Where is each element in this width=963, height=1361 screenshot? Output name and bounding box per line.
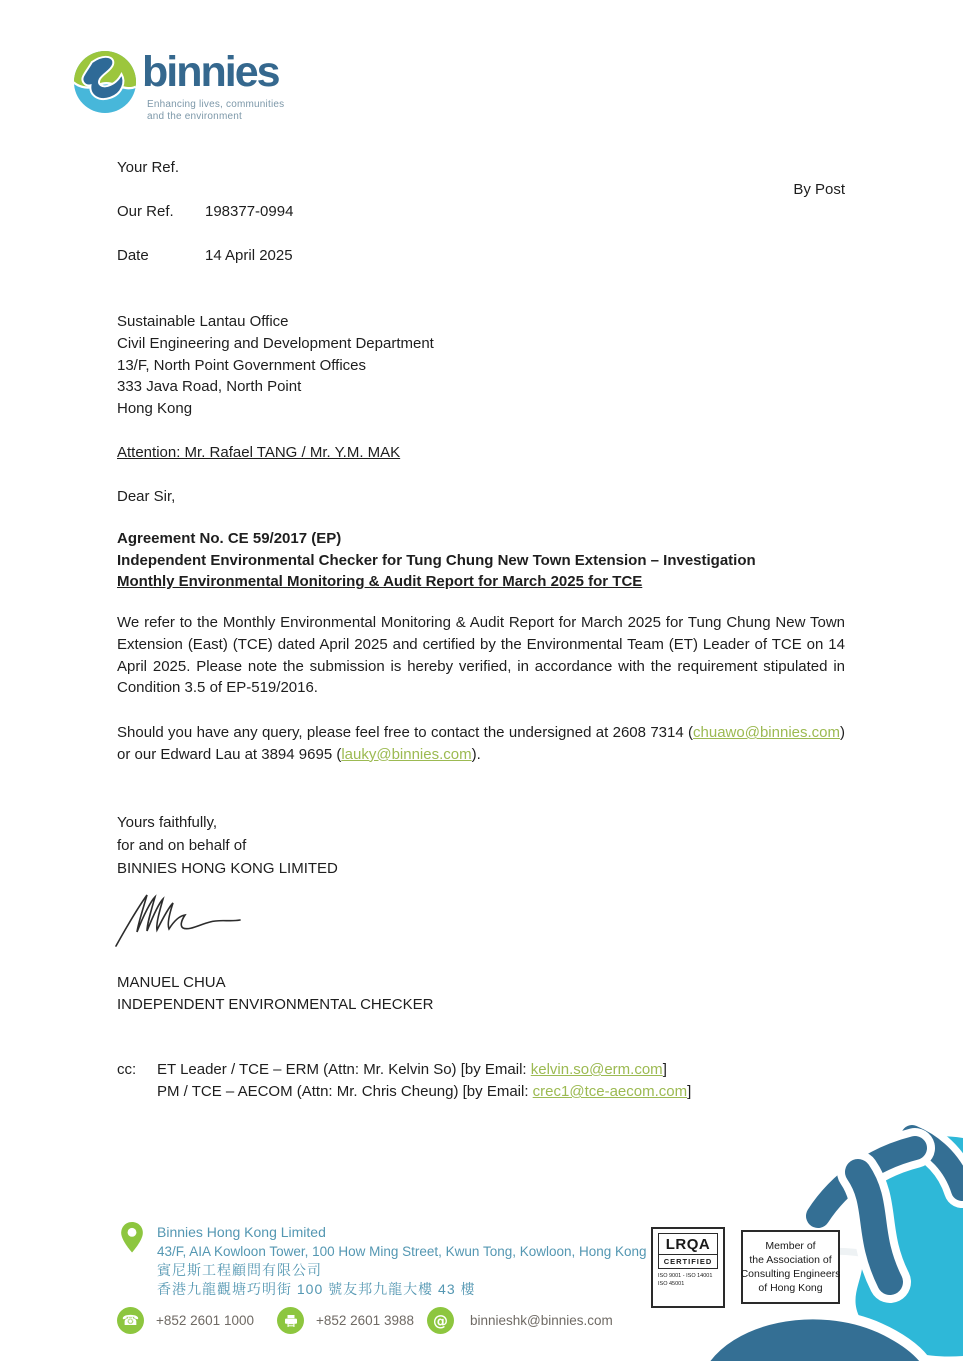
phone-icon: ☎ — [117, 1307, 144, 1334]
date-value: 14 April 2025 — [205, 247, 293, 264]
footer-fax: +852 2601 3988 — [316, 1313, 414, 1328]
footer-address-zh: 香港九龍觀塘巧明街 100 號友邦九龍大樓 43 樓 — [157, 1281, 476, 1297]
cc1-text: ET Leader / TCE – ERM (Attn: Mr. Kelvin So) [by Email: — [157, 1061, 531, 1078]
by-post: By Post — [793, 181, 845, 198]
our-ref-row — [117, 201, 293, 223]
recipient-address — [117, 311, 434, 420]
cc-label: cc: — [117, 1061, 137, 1078]
signatory-block — [117, 972, 433, 1016]
subject-line2: Independent Environmental Checker for Tung Chung New Town Extension – Investigation — [117, 551, 756, 569]
our-ref-value: 198377-0994 — [205, 203, 294, 220]
lrqa-certified-badge — [651, 1227, 725, 1308]
email-link-kelvin[interactable]: kelvin.so@erm.com — [530, 1061, 663, 1078]
recipient-line: Sustainable Lantau Office — [117, 313, 289, 330]
signatory-name: MANUEL CHUA — [117, 974, 226, 991]
subject-line1: Agreement No. CE 59/2017 (EP) — [117, 530, 342, 547]
tagline-line1: Enhancing lives, communities — [147, 99, 285, 110]
member-line2: the Association of — [749, 1254, 832, 1266]
salutation: Dear Sir, — [117, 488, 176, 505]
location-pin-icon — [119, 1221, 145, 1254]
handwritten-signature — [112, 888, 244, 948]
attention-line: Attention: Mr. Rafael TANG / Mr. Y.M. MAK — [117, 444, 401, 461]
footer-address-block — [157, 1223, 647, 1299]
body-paragraph-2 — [117, 722, 845, 766]
signatory-title: INDEPENDENT ENVIRONMENTAL CHECKER — [117, 996, 434, 1013]
email-link-crec1[interactable]: crec1@tce-aecom.com — [532, 1083, 688, 1100]
recipient-line: Civil Engineering and Development Department — [117, 334, 434, 352]
date-label: Date — [117, 247, 149, 264]
footer-phone: +852 2601 1000 — [156, 1313, 254, 1328]
para2-text: ) or our Edward Lau at 3894 9695 ( — [117, 724, 845, 763]
lrqa-certified-label: CERTIFIED — [659, 1254, 717, 1266]
cc2-close: ] — [687, 1083, 692, 1100]
footer-company-en: Binnies Hong Kong Limited — [157, 1224, 326, 1240]
member-line3: Consulting Engineers — [740, 1268, 841, 1280]
logo-tagline — [147, 99, 284, 122]
cc-item-2 — [157, 1081, 691, 1103]
footer-address-en: 43/F, AIA Kowloon Tower, 100 How Ming Street, Kwun Tong, Kowloon, Hong Kong — [157, 1244, 647, 1259]
recipient-line: 13/F, North Point Government Offices — [117, 356, 367, 374]
footer-company-zh: 賓尼斯工程顧問有限公司 — [157, 1262, 322, 1278]
ace-hk-member-badge — [741, 1230, 840, 1304]
para2-text: ). — [471, 745, 481, 763]
member-line1: Member of — [765, 1240, 816, 1252]
subject-line3: Monthly Environmental Monitoring & Audit Report for March 2025 for TCE — [117, 573, 643, 590]
cc1-close: ] — [662, 1061, 667, 1078]
cc-item-1 — [157, 1059, 667, 1081]
closing-line1: Yours faithfully, — [117, 814, 218, 831]
your-ref-label: Your Ref. — [117, 159, 179, 176]
email-link-chuawo[interactable]: chuawo@binnies.com — [693, 724, 840, 741]
lrqa-wordmark: LRQA — [665, 1236, 711, 1253]
email-link-lauky[interactable]: lauky@binnies.com — [341, 745, 472, 763]
date-row — [117, 245, 293, 267]
binnies-swan-icon — [72, 49, 138, 115]
logo-wordmark: binnies — [142, 48, 279, 96]
body-paragraph-1: We refer to the Monthly Environmental Monitoring & Audit Report for March 2025 for Tung Chung New Town Extension (East) (TCE) dated April 2025 and certified by the Environmental Team (ET) Leader of TCE on 14 April 2025. Please note the submission is hereby verified, in accordance with the requirement stipulated in Condition 3.5 of EP-519/2016. — [117, 614, 845, 697]
subject-block — [117, 528, 845, 593]
recipient-line: Hong Kong — [117, 400, 193, 418]
tagline-line2: and the environment — [147, 110, 242, 122]
member-line4: of Hong Kong — [758, 1282, 823, 1294]
footer-email[interactable]: binnieshk@binnies.com — [470, 1313, 613, 1328]
closing-block — [117, 811, 338, 880]
para2-text: Should you have any query, please feel free to contact the undersigned at 2608 7314 ( — [117, 724, 694, 741]
lrqa-iso-standards: ISO 9001 - ISO 14001 ISO 45001 — [658, 1273, 713, 1287]
at-icon: @ — [427, 1307, 454, 1334]
recipient-line: 333 Java Road, North Point — [117, 378, 302, 396]
closing-line3: BINNIES HONG KONG LIMITED — [117, 860, 338, 877]
our-ref-label: Our Ref. — [117, 203, 174, 220]
cc2-text: PM / TCE – AECOM (Attn: Mr. Chris Cheung) [by Email: — [157, 1083, 533, 1100]
fax-icon — [277, 1307, 304, 1334]
binnies-logo — [72, 49, 138, 120]
closing-line2: for and on behalf of — [117, 837, 247, 854]
